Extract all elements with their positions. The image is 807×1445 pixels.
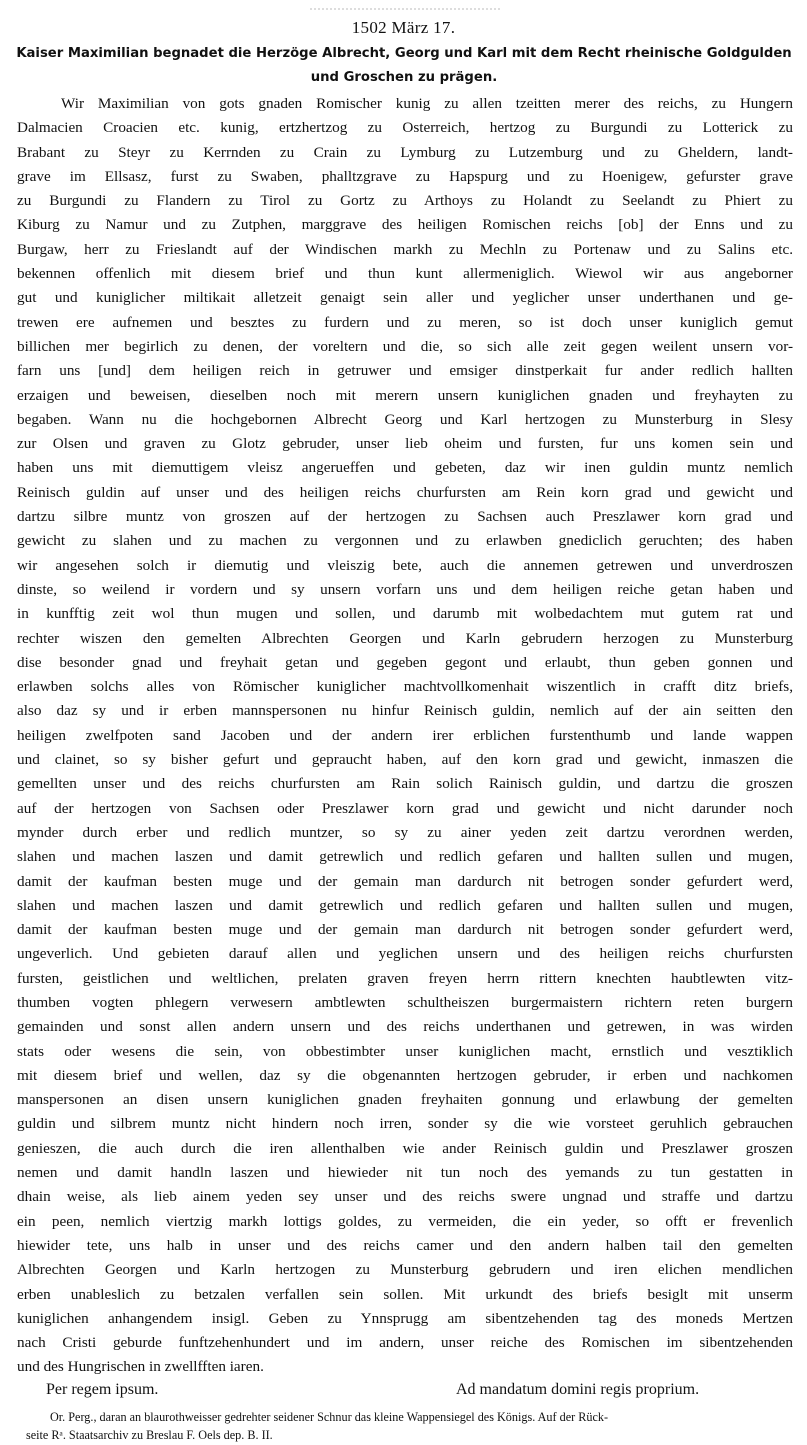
body-line: trewen ere aufnemen und besztes zu furdern und zu meren, so ist doch unser kuniglich gemut bbox=[17, 313, 793, 331]
body-line: zur Olsen und graven zu Glotz gebruder, unser lieb oheim und fursten, fur uns komen sein und bbox=[17, 435, 793, 453]
body-line: haben uns mit diemuttigem vleisz angerueffen und gebeten, daz wir inen guldin muntz nemlich bbox=[17, 459, 793, 477]
body-line: gewicht zu slahen und zu machen zu vergonnen und zu erlawben gnediclich geruchten; des haben bbox=[17, 532, 793, 550]
body-line: guldin und silbrem muntz nicht hindern noch irren, sonder sy die wie vorsteet geruhlich gebrauchen bbox=[17, 1115, 793, 1133]
body-line: kuniglichen anhangendem insigl. Geben zu Ynnsprugg am sibentzehenden tag des moneds Mertzen bbox=[17, 1309, 793, 1327]
title-line: Kaiser Maximilian begnadet die Herzöge Albrecht, Georg und Karl mit dem Recht rheinische Goldgulden bbox=[16, 46, 792, 61]
body-line: damit der kaufman besten muge und der gemain man dardurch nit betrogen sonder gefurdert werd, bbox=[17, 921, 793, 939]
body-line: billichen mer begirlich zu denen, der voreltern und die, so sich alle zeit gegen weilent unsern vor- bbox=[17, 337, 793, 355]
body-line: erlawben solchs alles von Römischer kuniglicher machtvollkomenhait wiszentlich in crafft ditz briefs, bbox=[17, 678, 793, 696]
body-line: Reinisch guldin auf unser und des heiligen reichs churfursten am Rein korn grad und gewicht und bbox=[17, 483, 793, 501]
body-line: also daz sy und ir erben mannspersonen nu hinfur Reinisch guldin, nemlich auf der ain seitten den bbox=[17, 702, 793, 720]
body-line: gemainden und sonst allen andern unsern und des reichs underthanen und getrewen, in was wirden bbox=[17, 1018, 793, 1036]
top-rule bbox=[0, 4, 807, 14]
body-line: dhain weise, als lieb ainem yeden sey unser und des reichs swere ungnad und straffe und dartzu bbox=[17, 1188, 793, 1206]
body-line: bekennen offenlich mit diesem brief und thun kunt allermeniglich. Wiewol wir aus angeborner bbox=[17, 265, 793, 283]
body-line: mynder durch erber und redlich muntzer, so sy zu ainer yeden zeit dartzu verordnen werden, bbox=[17, 823, 793, 841]
body-line: in kunfftig zeit wol thun mugen und sollen, und darumb mit wolbedachtem mut gutem rat und bbox=[17, 605, 793, 623]
body-line: slahen und machen laszen und damit getrewlich und redlich gefaren und hallten sullen und mugen, bbox=[17, 848, 793, 866]
title-line: und Groschen zu prägen. bbox=[310, 70, 498, 85]
body-line: Kiburg zu Namur und zu Zutphen, marggrave des heiligen Romischen reichs [ob] der Enns und zu bbox=[17, 216, 793, 234]
body-line: dise besonder gnad und freyhait getan und gegeben gegont und erlaubt, thun geben gonnen und bbox=[17, 653, 793, 671]
body-line: hiewider tete, uns halb in unser und des reichs camer und den andern halben tail den gemelten bbox=[17, 1236, 793, 1254]
body-line: thumben vogten phlegern verwesern ambtlewten schultheiszen burgermaistern richtern reten burgern bbox=[17, 993, 793, 1011]
body-line: Dalmacien Croacien etc. kunig, ertzhertzog zu Osterreich, hertzog zu Burgundi zu Lotterick zu bbox=[17, 119, 793, 137]
body-line: erben unableslich zu betzalen verfallen sein sollen. Mit urkundt des briefs besiglt mit unserm bbox=[17, 1285, 793, 1303]
document-date: 1502 März 17. bbox=[351, 18, 456, 37]
body-line: nach Cristi geburde funftzehenhundert und im andern, unser reiche des Romischen im sibentzehenden bbox=[17, 1334, 793, 1352]
body-line: grave im Ellsasz, furst zu Swaben, phalltzgrave zu Hapspurg und zu Hoenigew, gefurster grave bbox=[17, 167, 793, 185]
body-line: farn uns [und] dem heiligen reich in getruwer und emsiger dinstperkait fur ander redlich hallten bbox=[17, 362, 793, 380]
archival-note bbox=[26, 1408, 792, 1444]
body-line: zu Burgundi zu Flandern zu Tirol zu Gortz zu Arthoys zu Holandt zu Seelandt zu Phiert zu bbox=[17, 192, 793, 210]
body-line: erzaigen und beweisen, dieselben noch mit merern unsern kuniglichen gnaden und freyhayten zu bbox=[17, 386, 793, 404]
body-line: Brabant zu Steyr zu Kerrnden zu Crain zu Lymburg zu Lutzemburg und zu Gheldern, landt- bbox=[17, 143, 793, 161]
body-line: stats oder wesens die sein, von obbestimbter unser kuniglichen macht, ernstlich und vesztiklich bbox=[17, 1042, 793, 1060]
body-line: Albrechten Georgen und Karln hertzogen zu Munsterburg gebrudern und iren elichen mendlichen bbox=[17, 1261, 793, 1279]
signature-block bbox=[0, 1381, 807, 1407]
note-line: Or. Perg., daran an blaurothweisser gedrehter seidener Schnur das kleine Wappensiegel des Königs. Auf der Rück- bbox=[50, 1410, 609, 1424]
body-line: ein peen, nemlich viertzig markh lottigs goldes, zu vermeiden, die ein yeder, so offt er frevenlich bbox=[17, 1212, 793, 1230]
body-line: gut und kuniglicher miltikait alletzeit genaigt sein aller und yeglicher unser underthanen und ge- bbox=[17, 289, 793, 307]
body-line: Wir Maximilian von gots gnaden Romischer kunig zu allen tzeitten merer des reichs, zu Hungern bbox=[61, 95, 793, 112]
signature-right: Ad mandatum domini regis proprium. bbox=[456, 1381, 700, 1398]
body-line: mit diesem brief und wellen, daz sy die obgenannten hertzogen gebruder, ir erben und nachkomen bbox=[17, 1066, 793, 1084]
body-line: auf der hertzogen von Sachsen oder Preszlawer korn grad und gewicht und nicht darunder noch bbox=[17, 799, 793, 817]
body-line: dartzu silbre muntz von groszen auf der hertzogen zu Sachsen auch Preszlawer korn grad und bbox=[17, 508, 793, 526]
body-line: slahen und machen laszen und damit getrewlich und redlich gefaren und hallten sullen und mugen, bbox=[17, 896, 793, 914]
body-line: fursten, geistlichen und weltlichen, prelaten graven freyen herrn rittern knechten haubtlewten vitz- bbox=[17, 969, 793, 987]
body-line: manspersonen an disen unsern kuniglichen gnaden freyhaiten gonnung und erlawbung der gemelten bbox=[17, 1091, 793, 1109]
document-title bbox=[14, 42, 794, 90]
body-line: nemen und damit handln laszen und hiewieder nit tun noch des yemands zu tun gestatten in bbox=[17, 1164, 793, 1182]
body-line: heiligen zwelfpoten sand Jacoben und der andern irer erblichen furstenthumb und lande wappen bbox=[17, 726, 793, 744]
body-line: rechter wiszen den gemelten Albrechten Georgen und Karln gebrudern herzogen zu Munsterburg bbox=[17, 629, 793, 647]
body-line: begaben. Wann nu die hochgebornen Albrecht Georg und Karl hertzogen zu Munsterburg in Slesy bbox=[17, 410, 793, 428]
body-line: Burgaw, herr zu Frieslandt auf der Windischen markh zu Mechln zu Portenaw und zu Salins etc. bbox=[17, 240, 793, 258]
signature-left: Per regem ipsum. bbox=[46, 1381, 159, 1398]
body-line: dinste, so weilend ir vordern und sy unsern vorfarn uns und dem heiligen reiche getan haben und bbox=[17, 580, 793, 598]
body-line: wir angesehen solch ir diemutig und vleiszig bete, auch die annemen getrewen und unverdroszen bbox=[17, 556, 793, 574]
body-line: genieszen, die auch durch die iren allenthalben wie ander Reinisch guldin und Preszlawer groszen bbox=[17, 1139, 793, 1157]
body-line: ungeverlich. Und gebieten darauf allen und yeglichen unsern und des heiligen reichs churfursten bbox=[17, 945, 793, 963]
body-line: und clainet, so sy bisher gefurt und gepraucht haben, auf den korn grad und gewicht, inmaszen die bbox=[17, 751, 793, 769]
body-line: gemellten unser und des reichs churfursten am Rain solich Rainisch guldin, und dartzu die groszen bbox=[17, 775, 793, 793]
document-body bbox=[17, 92, 793, 1380]
note-line: seite Rᵃ. Staatsarchiv zu Breslau F. Oels dep. B. II. bbox=[26, 1428, 273, 1442]
body-line: damit der kaufman besten muge und der gemain man dardurch nit betrogen sonder gefurdert werd, bbox=[17, 872, 793, 890]
body-line: und des Hungrischen in zwellfften iaren. bbox=[17, 1358, 264, 1376]
